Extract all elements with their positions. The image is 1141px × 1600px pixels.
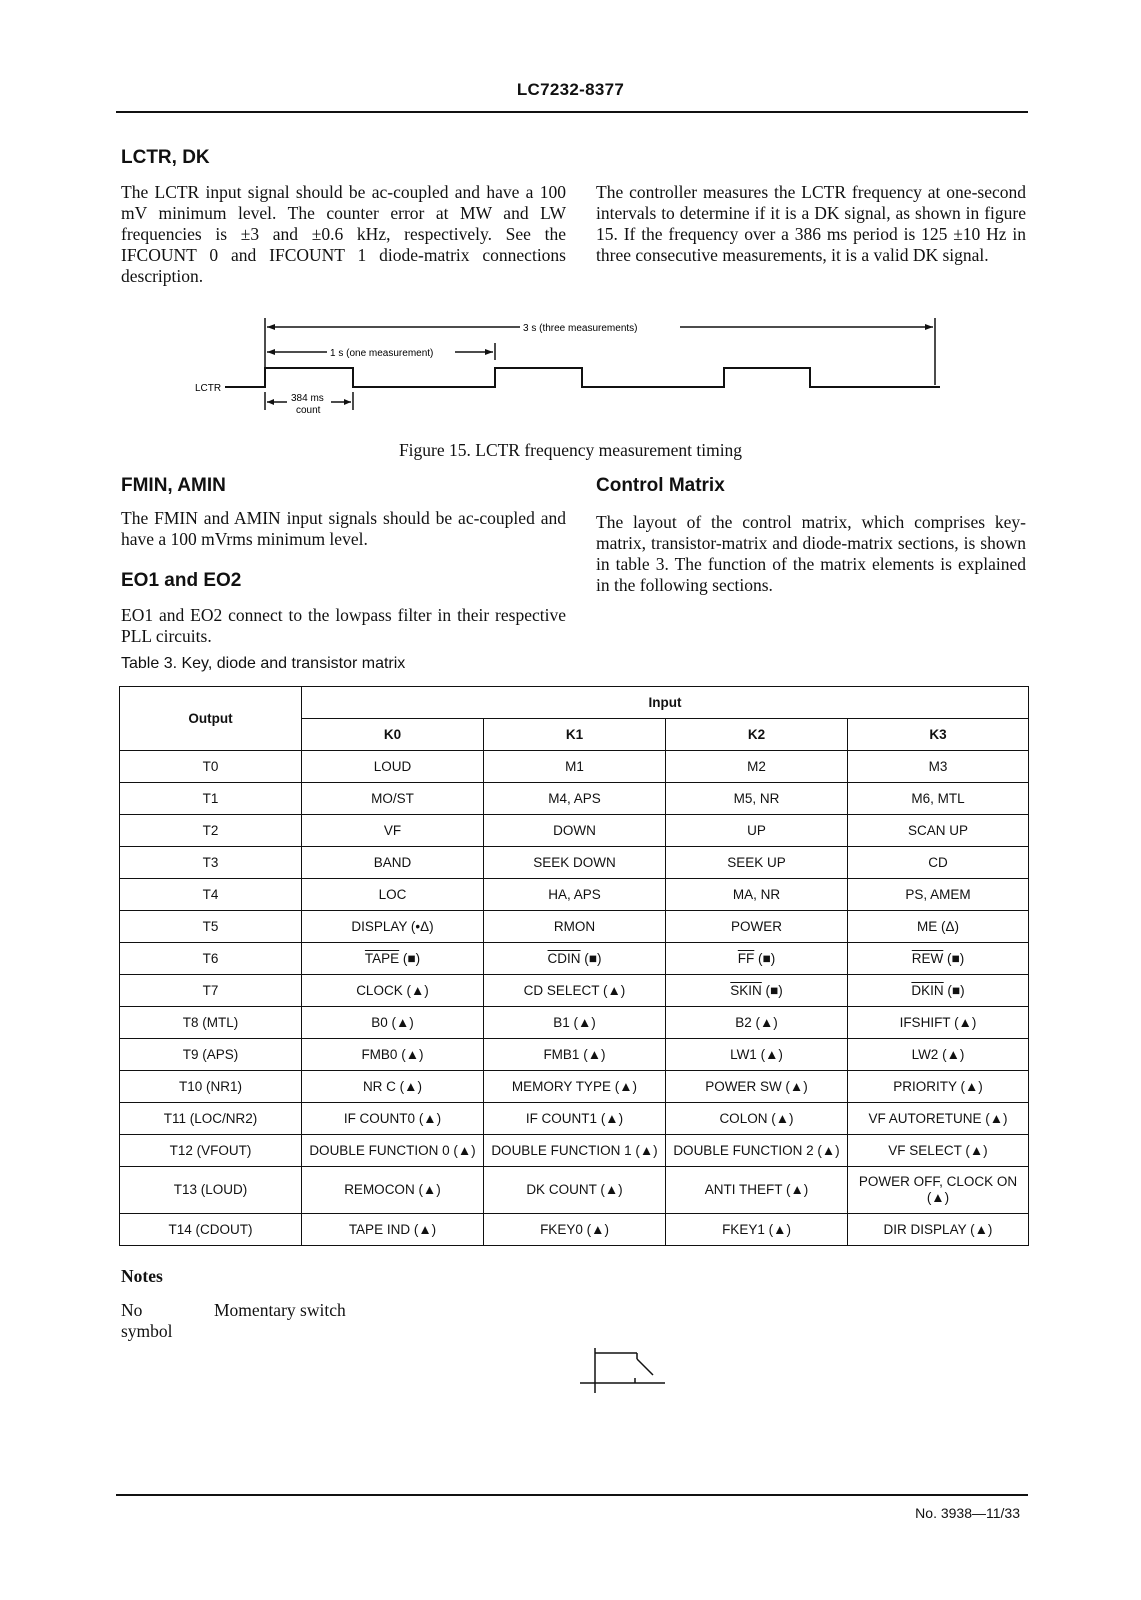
output-cell: T11 (LOC/NR2) [120, 1103, 302, 1135]
matrix-cell: DOWN [484, 815, 666, 847]
matrix-cell: NR C (▲) [302, 1071, 484, 1103]
matrix-cell: DISPLAY (•Δ) [302, 911, 484, 943]
lctr-timing-diagram [195, 310, 955, 430]
output-cell: T12 (VFOUT) [120, 1135, 302, 1167]
signal-label: LCTR [195, 383, 222, 394]
header-rule [116, 111, 1028, 113]
section-title-fmin: FMIN, AMIN [121, 475, 226, 496]
matrix-cell: ME (Δ) [848, 911, 1029, 943]
matrix-cell: POWER SW (▲) [666, 1071, 848, 1103]
notes-title: Notes [121, 1266, 163, 1286]
matrix-cell: MA, NR [666, 879, 848, 911]
matrix-cell: REMOCON (▲) [302, 1167, 484, 1214]
table-row [120, 1214, 1029, 1246]
span-1s-label: 1 s (one measurement) [330, 348, 434, 359]
table-row [120, 751, 1029, 783]
output-cell: T6 [120, 943, 302, 975]
matrix-cell: VF SELECT (▲) [848, 1135, 1029, 1167]
momentary-switch-icon [580, 1345, 670, 1395]
matrix-cell: M5, NR [666, 783, 848, 815]
matrix-cell: POWER OFF, CLOCK ON (▲) [848, 1167, 1029, 1214]
span-3s-label: 3 s (three measurements) [523, 323, 638, 334]
matrix-cell: SEEK DOWN [484, 847, 666, 879]
table-row [120, 1039, 1029, 1071]
table-row [120, 1135, 1029, 1167]
section-body-control-matrix: The layout of the control matrix, which comprises key-matrix, transistor-matrix and diode-matrix sections, is shown in table 3. The function of the matrix elements is explained in the following sections. [596, 512, 1026, 595]
matrix-cell: VF AUTORETUNE (▲) [848, 1103, 1029, 1135]
table-row [120, 783, 1029, 815]
matrix-cell: MO/ST [302, 783, 484, 815]
matrix-cell: $\overline{REW}$ (■) [848, 943, 1029, 975]
input-header: Input [302, 687, 1029, 719]
matrix-cell: DKIN (■) [848, 975, 1029, 1007]
matrix-cell: IF COUNT0 (▲) [302, 1103, 484, 1135]
table-row [120, 943, 1029, 975]
table-row [120, 847, 1029, 879]
output-cell: T7 [120, 975, 302, 1007]
matrix-cell: M1 [484, 751, 666, 783]
matrix-cell: M2 [666, 751, 848, 783]
output-cell: T9 (APS) [120, 1039, 302, 1071]
matrix-cell: LW2 (▲) [848, 1039, 1029, 1071]
matrix-cell: ANTI THEFT (▲) [666, 1167, 848, 1214]
matrix-cell: FMB1 (▲) [484, 1039, 666, 1071]
matrix-cell: LOC [302, 879, 484, 911]
matrix-cell: COLON (▲) [666, 1103, 848, 1135]
matrix-cell: SCAN UP [848, 815, 1029, 847]
matrix-cell: MEMORY TYPE (▲) [484, 1071, 666, 1103]
output-cell: T1 [120, 783, 302, 815]
output-cell: T10 (NR1) [120, 1071, 302, 1103]
note-description: Momentary switch [214, 1300, 346, 1320]
matrix-cell: DOUBLE FUNCTION 2 (▲) [666, 1135, 848, 1167]
table-row [120, 1167, 1029, 1214]
matrix-cell: CD [848, 847, 1029, 879]
output-cell: T13 (LOUD) [120, 1167, 302, 1214]
matrix-cell: DK COUNT (▲) [484, 1167, 666, 1214]
matrix-cell: RMON [484, 911, 666, 943]
matrix-cell: CD SELECT (▲) [484, 975, 666, 1007]
matrix-cell: FMB0 (▲) [302, 1039, 484, 1071]
output-cell: T3 [120, 847, 302, 879]
table-row [120, 975, 1029, 1007]
matrix-cell: PRIORITY (▲) [848, 1071, 1029, 1103]
section-body-lctr-dk: The controller measures the LCTR frequency at one-second intervals to determine if it is a DK signal, as shown in figure 15. If the frequency over a 386 ms period is 125 ±10 Hz in three consecutive measurements, it is a valid DK signal. [596, 182, 1026, 265]
matrix-cell: M6, MTL [848, 783, 1029, 815]
section-title-lctr: LCTR, DK [121, 147, 210, 168]
matrix-cell: FKEY0 (▲) [484, 1214, 666, 1246]
matrix-cell: CLOCK (▲) [302, 975, 484, 1007]
section-title-control-matrix: Control Matrix [596, 475, 725, 496]
page-number: No. 3938—11/33 [915, 1505, 1020, 1521]
count-label-1: 384 ms [291, 393, 324, 404]
table-row [120, 1071, 1029, 1103]
figure-caption: Figure 15. LCTR frequency measurement timing [398, 440, 743, 460]
matrix-cell: SKIN (■) [666, 975, 848, 1007]
output-header: Output [120, 687, 302, 751]
matrix-cell: B0 (▲) [302, 1007, 484, 1039]
table-caption: Table 3. Key, diode and transistor matrix [121, 655, 406, 672]
matrix-cell: VF [302, 815, 484, 847]
matrix-cell: IF COUNT1 (▲) [484, 1103, 666, 1135]
matrix-cell: UP [666, 815, 848, 847]
section-body-lctr: The LCTR input signal should be ac-coupled and have a 100 mV minimum level. The counter error at MW and LW frequencies is ±3 and ±0.6 kHz, respectively. See the IFCOUNT 0 and IFCOUNT 1 diode-matrix connections description. [121, 182, 566, 286]
matrix-cell: B1 (▲) [484, 1007, 666, 1039]
matrix-cell: POWER [666, 911, 848, 943]
section-title-eo: EO1 and EO2 [121, 570, 242, 591]
column-header: K3 [848, 719, 1029, 751]
matrix-cell: DOUBLE FUNCTION 0 (▲) [302, 1135, 484, 1167]
table-row [120, 879, 1029, 911]
footer-rule [116, 1494, 1028, 1496]
count-label-2: count [296, 405, 321, 416]
column-header: K2 [666, 719, 848, 751]
note-symbol: No symbol [121, 1300, 173, 1341]
matrix-cell: M4, APS [484, 783, 666, 815]
matrix-cell: DIR DISPLAY (▲) [848, 1214, 1029, 1246]
matrix-cell: B2 (▲) [666, 1007, 848, 1039]
matrix-cell: SEEK UP [666, 847, 848, 879]
table-row [120, 911, 1029, 943]
output-cell: T4 [120, 879, 302, 911]
matrix-cell: LW1 (▲) [666, 1039, 848, 1071]
matrix-table [119, 686, 1029, 1246]
output-cell: T5 [120, 911, 302, 943]
table-row [120, 815, 1029, 847]
matrix-cell: HA, APS [484, 879, 666, 911]
matrix-cell: FKEY1 (▲) [666, 1214, 848, 1246]
matrix-cell: PS, AMEM [848, 879, 1029, 911]
matrix-cell: IFSHIFT (▲) [848, 1007, 1029, 1039]
column-header: K0 [302, 719, 484, 751]
matrix-cell: TAPE (■) [302, 943, 484, 975]
matrix-cell: $\overline{FF}$ (■) [666, 943, 848, 975]
output-cell: T14 (CDOUT) [120, 1214, 302, 1246]
matrix-cell: BAND [302, 847, 484, 879]
matrix-cell: CDIN (■) [484, 943, 666, 975]
matrix-cell: TAPE IND (▲) [302, 1214, 484, 1246]
matrix-cell: LOUD [302, 751, 484, 783]
table-row [120, 1103, 1029, 1135]
matrix-cell: M3 [848, 751, 1029, 783]
section-body-fmin: The FMIN and AMIN input signals should be ac-coupled and have a 100 mVrms minimum level. [121, 508, 566, 549]
output-cell: T8 (MTL) [120, 1007, 302, 1039]
section-body-eo: EO1 and EO2 connect to the lowpass filter in their respective PLL circuits. [121, 605, 566, 646]
output-cell: T2 [120, 815, 302, 847]
matrix-cell: DOUBLE FUNCTION 1 (▲) [484, 1135, 666, 1167]
table-row [120, 1007, 1029, 1039]
column-header: K1 [484, 719, 666, 751]
document-id: LC7232-8377 [516, 80, 625, 99]
output-cell: T0 [120, 751, 302, 783]
